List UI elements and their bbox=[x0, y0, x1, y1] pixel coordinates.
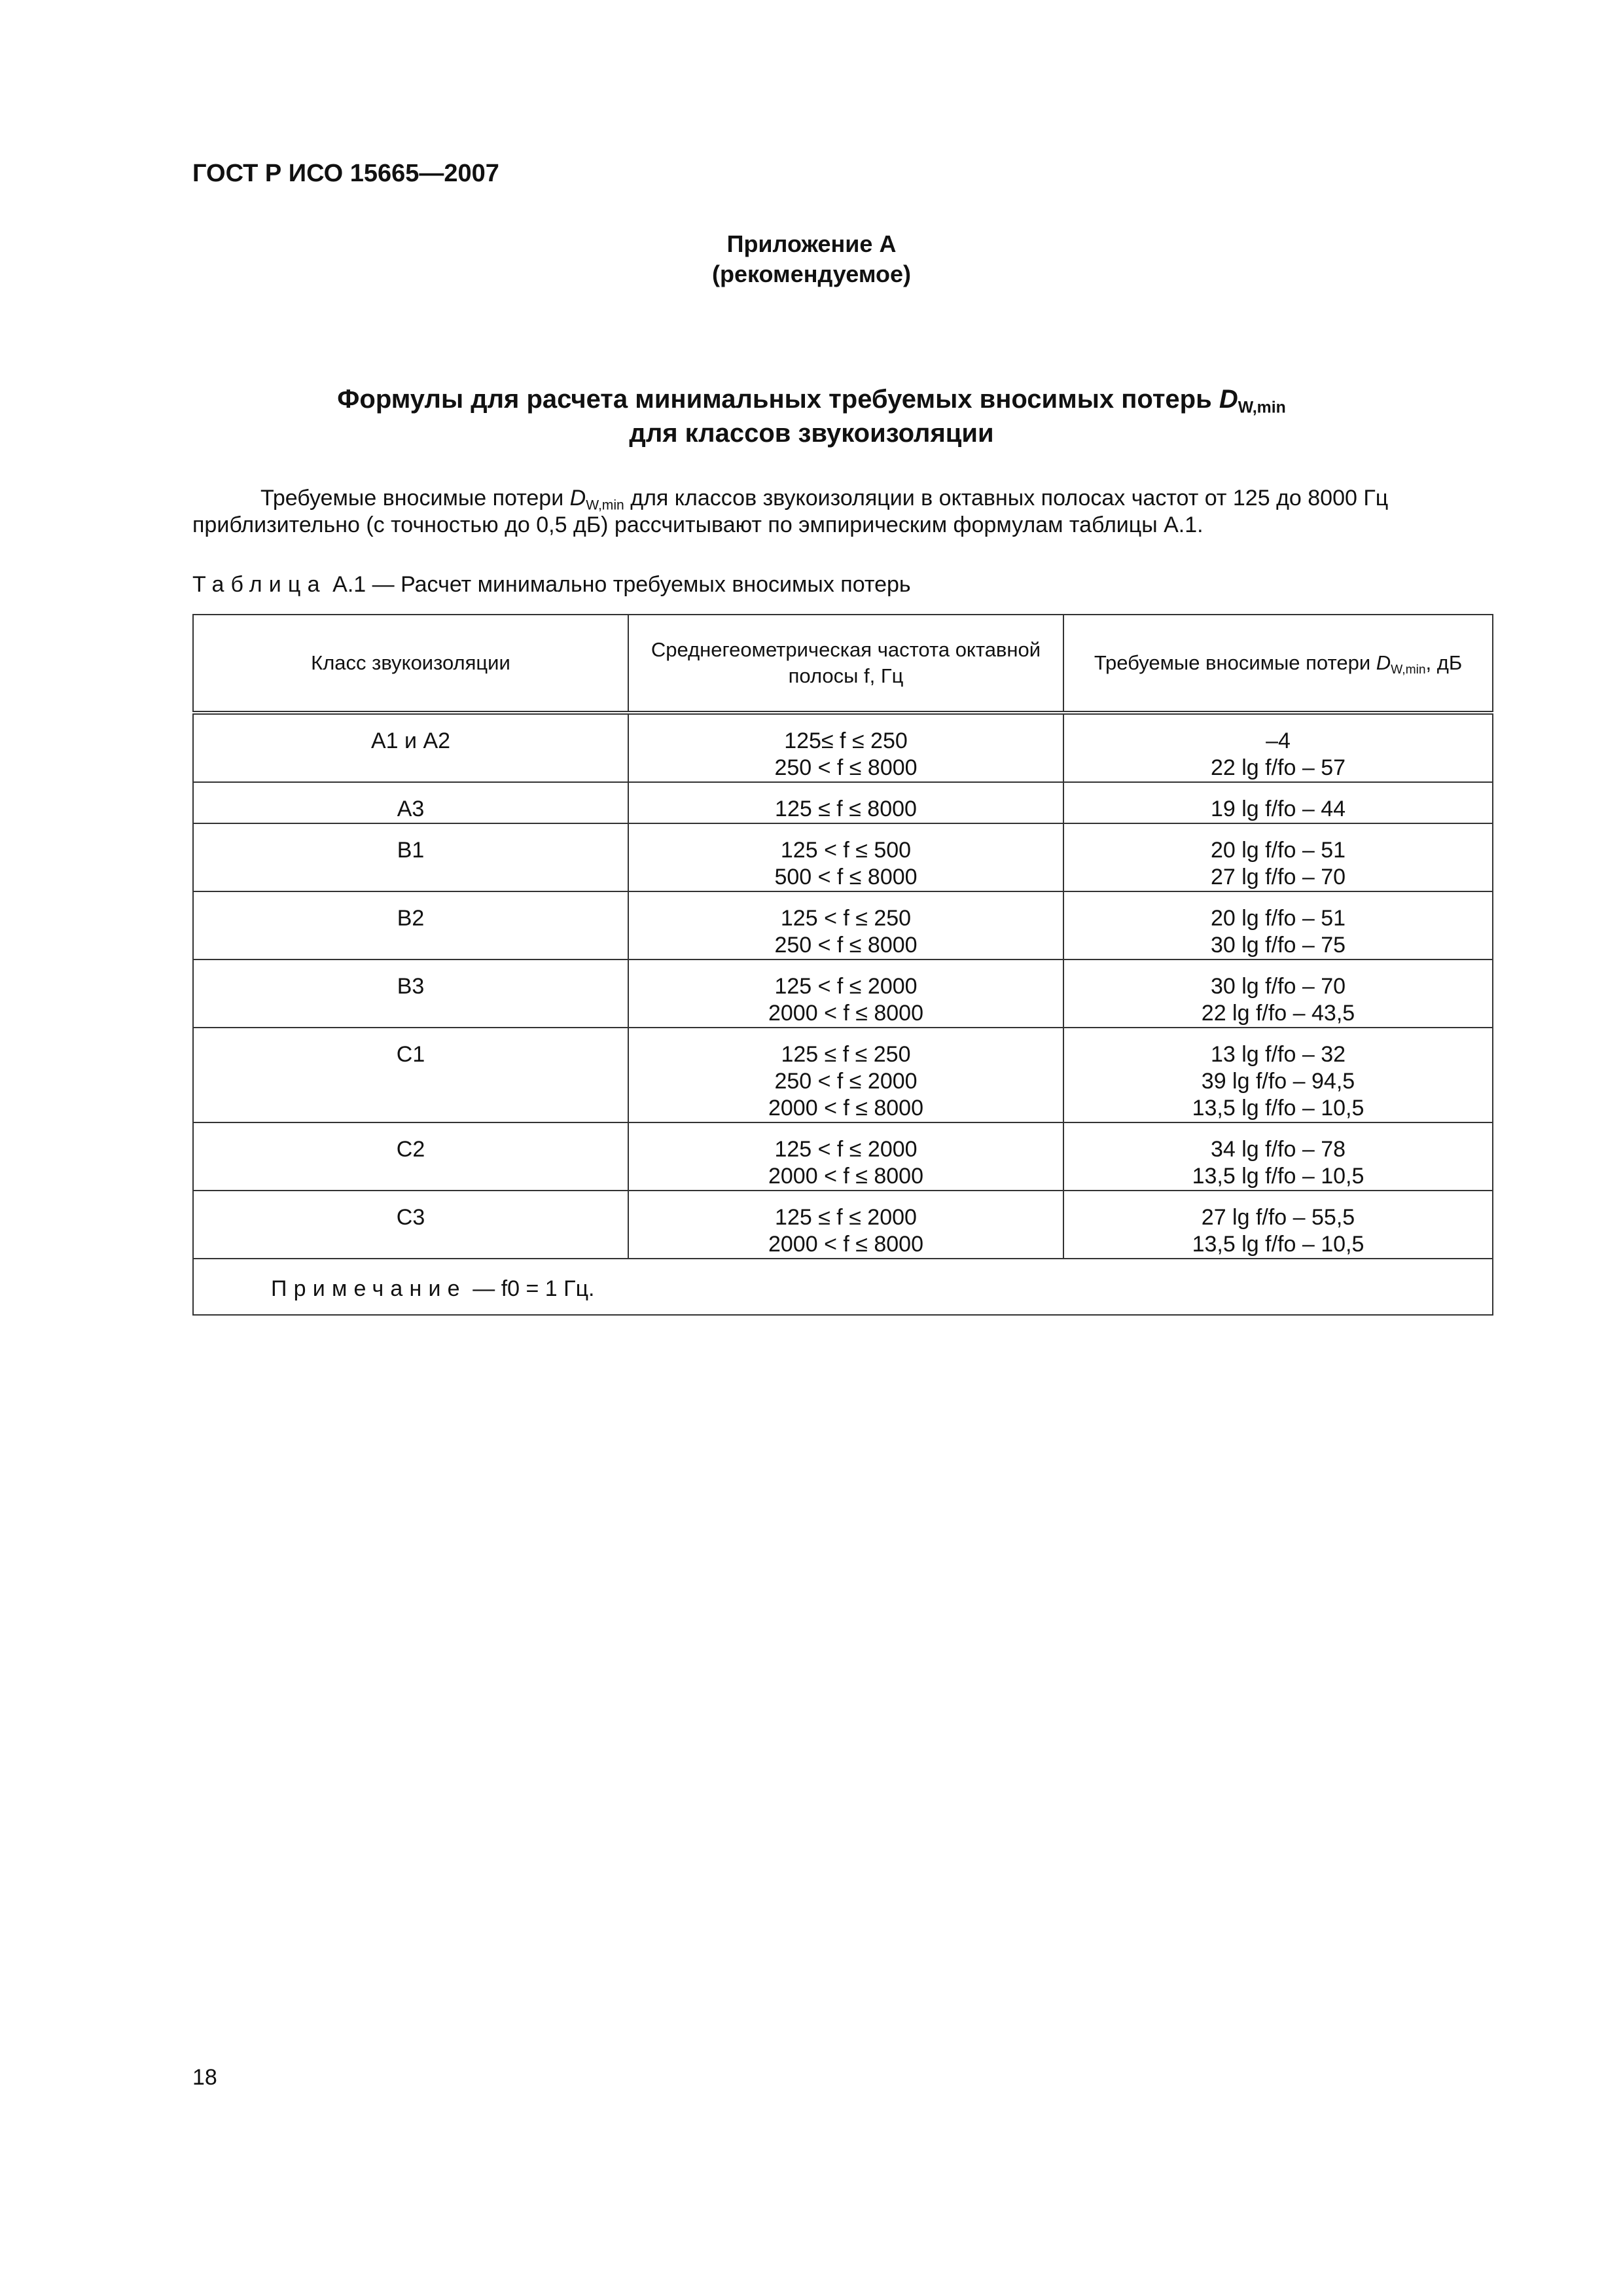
table-note bbox=[193, 1259, 1493, 1315]
loss-formula: 20 lg f/fo – 51 bbox=[1210, 838, 1346, 863]
header-frequency-line1: Среднегеометрическая частота октавной bbox=[651, 638, 1041, 661]
loss-formula: 13 lg f/fo – 32 bbox=[1210, 1042, 1346, 1067]
loss-formula: 20 lg f/fo – 51 bbox=[1210, 906, 1346, 931]
frequency-range: 125 ≤ f ≤ 250 bbox=[781, 1042, 911, 1067]
table-note-row bbox=[193, 1259, 1493, 1315]
header-frequency bbox=[628, 615, 1063, 713]
class-cell: В3 bbox=[193, 960, 628, 1028]
loss-formula: –4 bbox=[1266, 728, 1291, 753]
table-row bbox=[193, 1191, 1493, 1259]
page-number: 18 bbox=[192, 2065, 217, 2090]
class-cell: А3 bbox=[193, 782, 628, 823]
frequency-range: 2000 < f ≤ 8000 bbox=[768, 1232, 924, 1257]
heading-subscript: W,min bbox=[1238, 399, 1286, 417]
note-text: — f0 = 1 Гц. bbox=[473, 1276, 595, 1301]
header-loss bbox=[1063, 615, 1493, 713]
class-cell: С1 bbox=[193, 1028, 628, 1122]
intro-text-start: Требуемые вносимые потери bbox=[260, 486, 564, 511]
frequency-range: 125 < f ≤ 250 bbox=[780, 906, 912, 931]
intro-subscript: W,min bbox=[586, 497, 624, 513]
header-class bbox=[193, 615, 628, 713]
loss-cell bbox=[1063, 823, 1493, 891]
table-header-row bbox=[193, 615, 1493, 713]
frequency-range: 2000 < f ≤ 8000 bbox=[768, 1164, 924, 1189]
frequency-range: 250 < f ≤ 2000 bbox=[774, 1069, 918, 1094]
class-cell: В1 bbox=[193, 823, 628, 891]
loss-cell bbox=[1063, 960, 1493, 1028]
intro-symbol: D bbox=[569, 486, 586, 511]
header-loss-unit: , дБ bbox=[1425, 651, 1463, 674]
calculation-table bbox=[192, 614, 1493, 1316]
loss-formula: 22 lg f/fo – 43,5 bbox=[1201, 1001, 1355, 1026]
table-row bbox=[193, 960, 1493, 1028]
intro-paragraph-line2: приблизительно (с точностью до 0,5 дБ) рассчитывают по эмпирическим формулам таблицы А.1. bbox=[192, 512, 1204, 537]
loss-formula: 27 lg f/fo – 70 bbox=[1210, 865, 1346, 889]
table-row bbox=[193, 713, 1493, 782]
loss-formula: 19 lg f/fo – 44 bbox=[1210, 797, 1346, 821]
frequency-range: 125 < f ≤ 2000 bbox=[774, 974, 918, 999]
loss-formula: 27 lg f/fo – 55,5 bbox=[1201, 1205, 1355, 1230]
frequency-cell bbox=[628, 1122, 1063, 1191]
table-row bbox=[193, 823, 1493, 891]
frequency-range: 500 < f ≤ 8000 bbox=[774, 865, 918, 889]
section-heading-line2: для классов звукоизоляции bbox=[629, 419, 994, 448]
header-loss-subscript: W,min bbox=[1391, 662, 1426, 677]
table-row bbox=[193, 1122, 1493, 1191]
table-row bbox=[193, 891, 1493, 960]
table-caption bbox=[192, 572, 911, 598]
frequency-cell bbox=[628, 1191, 1063, 1259]
table-row bbox=[193, 782, 1493, 823]
frequency-range: 125 < f ≤ 500 bbox=[780, 838, 912, 863]
annex-title: Приложение А bbox=[726, 230, 897, 257]
loss-formula: 22 lg f/fo – 57 bbox=[1210, 755, 1346, 780]
frequency-cell bbox=[628, 782, 1063, 823]
loss-formula: 34 lg f/fo – 78 bbox=[1210, 1137, 1346, 1162]
loss-formula: 13,5 lg f/fo – 10,5 bbox=[1192, 1096, 1364, 1121]
intro-paragraph-line1 bbox=[192, 486, 1501, 511]
class-cell: А1 и А2 bbox=[193, 713, 628, 782]
heading-text: Формулы для расчета минимальных требуемых вносимых потерь bbox=[337, 385, 1212, 414]
frequency-range: 2000 < f ≤ 8000 bbox=[768, 1001, 924, 1026]
class-cell: В2 bbox=[193, 891, 628, 960]
table-caption-text: А.1 — Расчет минимально требуемых вносимых потерь bbox=[332, 572, 911, 597]
frequency-range: 125 ≤ f ≤ 8000 bbox=[775, 797, 917, 821]
loss-formula: 30 lg f/fo – 75 bbox=[1210, 933, 1346, 958]
loss-cell bbox=[1063, 713, 1493, 782]
heading-symbol: D bbox=[1219, 385, 1238, 414]
frequency-range: 125 ≤ f ≤ 2000 bbox=[775, 1205, 917, 1230]
frequency-range: 250 < f ≤ 8000 bbox=[774, 755, 918, 780]
document-code: ГОСТ Р ИСО 15665—2007 bbox=[192, 160, 499, 187]
frequency-cell bbox=[628, 713, 1063, 782]
loss-cell bbox=[1063, 1191, 1493, 1259]
class-cell: С3 bbox=[193, 1191, 628, 1259]
class-cell: С2 bbox=[193, 1122, 628, 1191]
loss-cell bbox=[1063, 782, 1493, 823]
note-label: Примечание bbox=[271, 1276, 467, 1301]
header-loss-symbol: D bbox=[1376, 651, 1391, 674]
frequency-range: 2000 < f ≤ 8000 bbox=[768, 1096, 924, 1121]
table-row bbox=[193, 1028, 1493, 1122]
loss-formula: 30 lg f/fo – 70 bbox=[1210, 974, 1346, 999]
frequency-range: 125 < f ≤ 2000 bbox=[774, 1137, 918, 1162]
loss-cell bbox=[1063, 1122, 1493, 1191]
section-heading-line1 bbox=[0, 385, 1623, 417]
frequency-range: 250 < f ≤ 8000 bbox=[774, 933, 918, 958]
loss-cell bbox=[1063, 1028, 1493, 1122]
header-loss-text: Требуемые вносимые потери bbox=[1094, 651, 1371, 674]
frequency-cell bbox=[628, 891, 1063, 960]
table-caption-label: Таблица bbox=[192, 572, 327, 597]
loss-formula: 13,5 lg f/fo – 10,5 bbox=[1192, 1164, 1364, 1189]
loss-cell bbox=[1063, 891, 1493, 960]
frequency-cell bbox=[628, 960, 1063, 1028]
header-class-label: Класс звукоизоляции bbox=[311, 651, 510, 674]
annex-status: (рекомендуемое) bbox=[712, 260, 911, 287]
intro-text-end: для классов звукоизоляции в октавных полосах частот от 125 до 8000 Гц bbox=[630, 486, 1389, 511]
loss-formula: 39 lg f/fo – 94,5 bbox=[1201, 1069, 1355, 1094]
frequency-cell bbox=[628, 823, 1063, 891]
loss-formula: 13,5 lg f/fo – 10,5 bbox=[1192, 1232, 1364, 1257]
frequency-cell bbox=[628, 1028, 1063, 1122]
frequency-range: 125≤ f ≤ 250 bbox=[784, 728, 908, 753]
header-frequency-line2: полосы f, Гц bbox=[788, 664, 904, 687]
